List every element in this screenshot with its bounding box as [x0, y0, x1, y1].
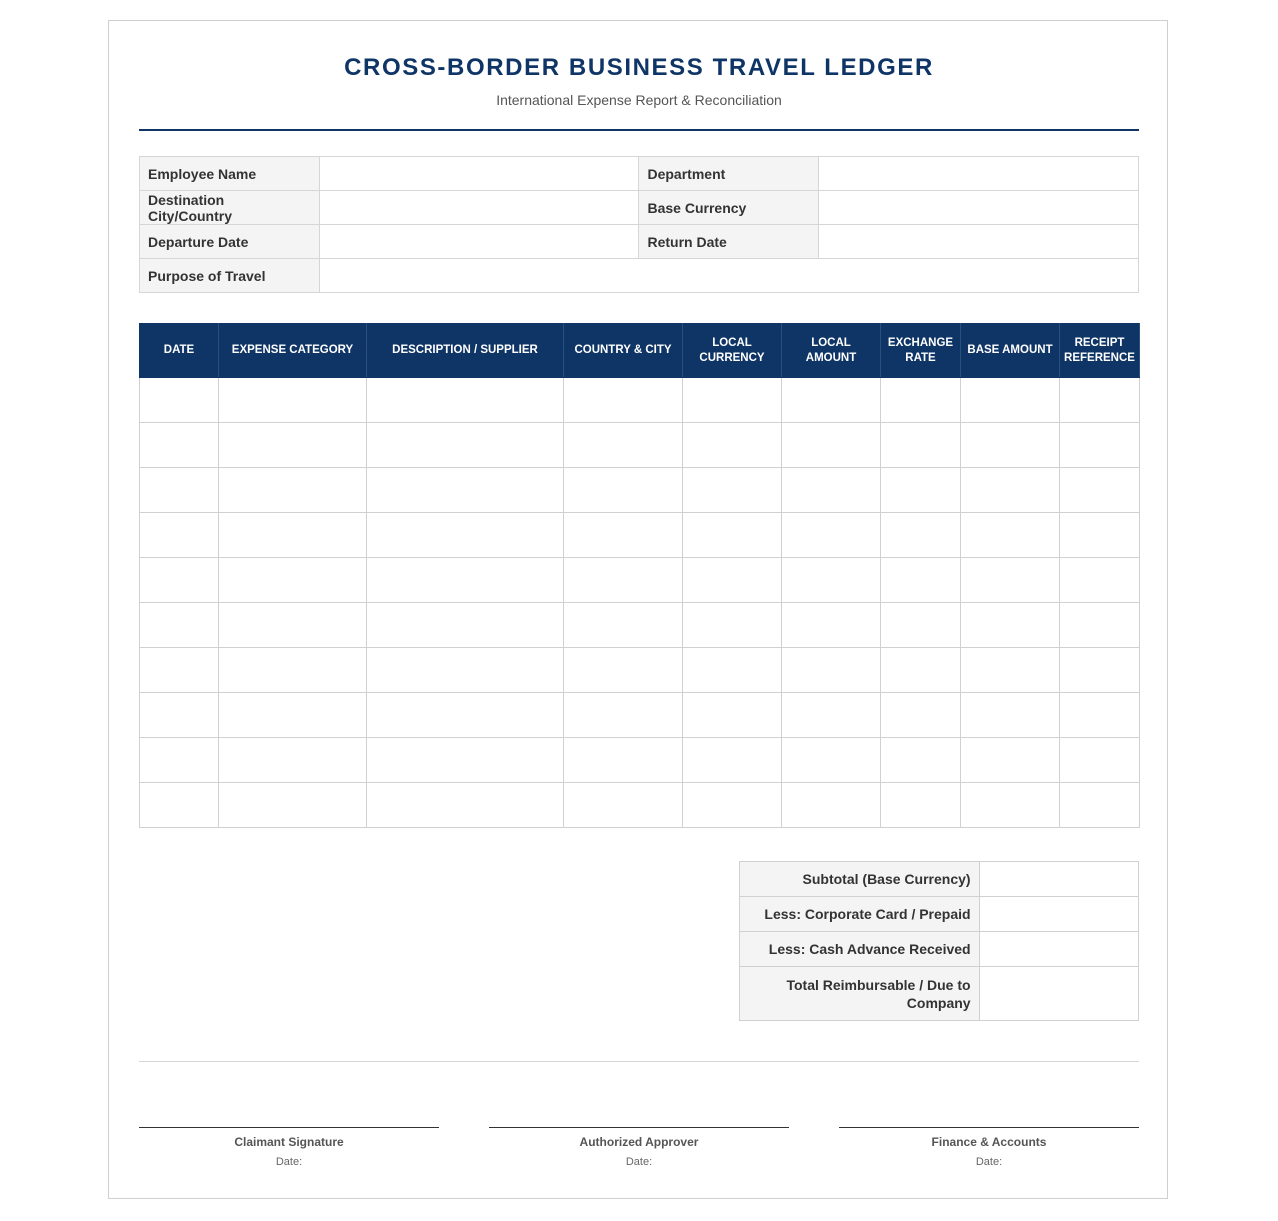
date-cell[interactable]: [140, 783, 219, 828]
purpose-label: Purpose of Travel: [140, 259, 320, 293]
receipt-reference-cell[interactable]: [1060, 378, 1140, 423]
receipt-reference-cell[interactable]: [1060, 513, 1140, 558]
subtotal-field[interactable]: [979, 862, 1138, 897]
ledger-header-row: [140, 324, 1140, 378]
date-cell[interactable]: [140, 468, 219, 513]
base-currency-field[interactable]: [819, 191, 1139, 225]
ledger-row: [140, 468, 1140, 513]
description-cell[interactable]: [367, 648, 564, 693]
local-currency-cell[interactable]: [683, 468, 782, 513]
employee-name-label: Employee Name: [140, 157, 320, 191]
approver-signature-label: Authorized Approver: [579, 1135, 699, 1149]
ledger-row: [140, 423, 1140, 468]
info-row: [140, 191, 1139, 225]
date-cell[interactable]: [140, 423, 219, 468]
receipt-reference-cell[interactable]: [1060, 648, 1140, 693]
approver-signature-block: [489, 1127, 789, 1168]
base-amount-cell[interactable]: [961, 783, 1060, 828]
departure-date-label: Departure Date: [140, 225, 320, 259]
date-cell[interactable]: [140, 378, 219, 423]
description-cell[interactable]: [367, 693, 564, 738]
country-city-cell[interactable]: [564, 783, 683, 828]
column-header-expense-category: EXPENSE CATEGORY: [219, 324, 367, 378]
base-amount-cell[interactable]: [961, 603, 1060, 648]
local-amount-cell[interactable]: [782, 783, 881, 828]
local-amount-cell[interactable]: [782, 558, 881, 603]
ledger-row: [140, 783, 1140, 828]
description-cell[interactable]: [367, 738, 564, 783]
finance-date-label: Date:: [975, 1156, 1003, 1168]
exchange-rate-cell[interactable]: [881, 513, 961, 558]
country-city-cell[interactable]: [564, 603, 683, 648]
local-currency-cell[interactable]: [683, 783, 782, 828]
date-cell[interactable]: [140, 693, 219, 738]
department-field[interactable]: [819, 157, 1139, 191]
expense-category-cell[interactable]: [219, 738, 367, 783]
ledger-row: [140, 378, 1140, 423]
exchange-rate-cell[interactable]: [881, 693, 961, 738]
ledger-row: [140, 648, 1140, 693]
description-cell[interactable]: [367, 558, 564, 603]
base-amount-cell[interactable]: [961, 648, 1060, 693]
page-subtitle: International Expense Report & Reconciliation: [496, 92, 782, 108]
approver-date-label: Date:: [625, 1156, 653, 1168]
local-currency-cell[interactable]: [683, 738, 782, 783]
signature-divider: [139, 1061, 1139, 1062]
info-row: [140, 157, 1139, 191]
totals-row: [740, 932, 1139, 967]
local-currency-cell[interactable]: [683, 603, 782, 648]
description-cell[interactable]: [367, 513, 564, 558]
ledger-row: [140, 603, 1140, 648]
total-reimbursable-field[interactable]: [979, 967, 1138, 1021]
local-amount-cell[interactable]: [782, 603, 881, 648]
base-amount-cell[interactable]: [961, 378, 1060, 423]
local-currency-cell[interactable]: [683, 693, 782, 738]
expense-category-cell[interactable]: [219, 693, 367, 738]
column-header-local-currency: LOCAL CURRENCY: [683, 324, 782, 378]
receipt-reference-cell[interactable]: [1060, 558, 1140, 603]
local-amount-cell[interactable]: [782, 423, 881, 468]
country-city-cell[interactable]: [564, 558, 683, 603]
local-currency-cell[interactable]: [683, 648, 782, 693]
expense-category-cell[interactable]: [219, 603, 367, 648]
claimant-signature-block: [139, 1127, 439, 1168]
country-city-cell[interactable]: [564, 693, 683, 738]
less-corporate-label: Less: Corporate Card / Prepaid: [740, 897, 980, 932]
return-date-field[interactable]: [819, 225, 1139, 259]
date-cell[interactable]: [140, 648, 219, 693]
receipt-reference-cell[interactable]: [1060, 423, 1140, 468]
purpose-field[interactable]: [319, 259, 1138, 293]
column-header-exchange-rate: EXCHANGE RATE: [881, 324, 961, 378]
expense-category-cell[interactable]: [219, 558, 367, 603]
trip-info-table: [139, 156, 1139, 293]
country-city-cell[interactable]: [564, 468, 683, 513]
expense-category-cell[interactable]: [219, 648, 367, 693]
column-header-base-amount: BASE AMOUNT: [961, 324, 1060, 378]
claimant-signature-line[interactable]: [139, 1127, 439, 1128]
description-cell[interactable]: [367, 378, 564, 423]
department-label: Department: [639, 157, 819, 191]
exchange-rate-cell[interactable]: [881, 423, 961, 468]
country-city-cell[interactable]: [564, 423, 683, 468]
country-city-cell[interactable]: [564, 648, 683, 693]
claimant-date-label: Date:: [275, 1156, 303, 1168]
expense-category-cell[interactable]: [219, 468, 367, 513]
ledger-page: [108, 20, 1168, 1199]
expense-category-cell[interactable]: [219, 378, 367, 423]
local-amount-cell[interactable]: [782, 693, 881, 738]
finance-signature-block: [839, 1127, 1139, 1168]
column-header-date: DATE: [140, 324, 219, 378]
ledger-body: [140, 378, 1140, 828]
base-amount-cell[interactable]: [961, 558, 1060, 603]
date-cell[interactable]: [140, 558, 219, 603]
local-currency-cell[interactable]: [683, 423, 782, 468]
description-cell[interactable]: [367, 783, 564, 828]
exchange-rate-cell[interactable]: [881, 603, 961, 648]
local-amount-cell[interactable]: [782, 468, 881, 513]
column-header-local-amount: LOCAL AMOUNT: [782, 324, 881, 378]
date-cell[interactable]: [140, 513, 219, 558]
finance-signature-line[interactable]: [839, 1127, 1139, 1128]
receipt-reference-cell[interactable]: [1060, 738, 1140, 783]
info-row: [140, 259, 1139, 293]
column-header-receipt-reference: RECEIPT REFERENCE: [1060, 324, 1140, 378]
totals-table: [739, 861, 1139, 1021]
exchange-rate-cell[interactable]: [881, 648, 961, 693]
subtotal-label: Subtotal (Base Currency): [740, 862, 980, 897]
totals-row: [740, 897, 1139, 932]
total-reimbursable-label: Total Reimbursable / Due to Company: [740, 967, 980, 1021]
local-currency-cell[interactable]: [683, 513, 782, 558]
column-header-country-city: COUNTRY & CITY: [564, 324, 683, 378]
base-amount-cell[interactable]: [961, 693, 1060, 738]
less-advance-field[interactable]: [979, 932, 1138, 967]
expense-category-cell[interactable]: [219, 423, 367, 468]
info-row: [140, 225, 1139, 259]
less-advance-label: Less: Cash Advance Received: [740, 932, 980, 967]
date-cell[interactable]: [140, 603, 219, 648]
expense-category-cell[interactable]: [219, 513, 367, 558]
base-amount-cell[interactable]: [961, 468, 1060, 513]
local-currency-cell[interactable]: [683, 558, 782, 603]
description-cell[interactable]: [367, 603, 564, 648]
totals-row: [740, 967, 1139, 1021]
date-cell[interactable]: [140, 738, 219, 783]
departure-date-field[interactable]: [319, 225, 639, 259]
base-currency-label: Base Currency: [639, 191, 819, 225]
finance-signature-label: Finance & Accounts: [931, 1135, 1047, 1149]
destination-field[interactable]: [319, 191, 639, 225]
description-cell[interactable]: [367, 468, 564, 513]
exchange-rate-cell[interactable]: [881, 558, 961, 603]
receipt-reference-cell[interactable]: [1060, 603, 1140, 648]
receipt-reference-cell[interactable]: [1060, 468, 1140, 513]
exchange-rate-cell[interactable]: [881, 738, 961, 783]
base-amount-cell[interactable]: [961, 513, 1060, 558]
exchange-rate-cell[interactable]: [881, 783, 961, 828]
local-amount-cell[interactable]: [782, 513, 881, 558]
base-amount-cell[interactable]: [961, 738, 1060, 783]
employee-name-field[interactable]: [319, 157, 639, 191]
exchange-rate-cell[interactable]: [881, 468, 961, 513]
claimant-signature-label: Claimant Signature: [234, 1135, 344, 1149]
totals-row: [740, 862, 1139, 897]
ledger-row: [140, 558, 1140, 603]
approver-signature-line[interactable]: [489, 1127, 789, 1128]
title-divider: [139, 129, 1139, 131]
local-currency-cell[interactable]: [683, 378, 782, 423]
local-amount-cell[interactable]: [782, 378, 881, 423]
ledger-row: [140, 693, 1140, 738]
destination-label: Destination City/Country: [140, 191, 320, 225]
page-title: CROSS-BORDER BUSINESS TRAVEL LEDGER: [344, 54, 934, 81]
country-city-cell[interactable]: [564, 513, 683, 558]
less-corporate-field[interactable]: [979, 897, 1138, 932]
receipt-reference-cell[interactable]: [1060, 693, 1140, 738]
return-date-label: Return Date: [639, 225, 819, 259]
description-cell[interactable]: [367, 423, 564, 468]
column-header-description: DESCRIPTION / SUPPLIER: [367, 324, 564, 378]
base-amount-cell[interactable]: [961, 423, 1060, 468]
country-city-cell[interactable]: [564, 738, 683, 783]
expense-ledger-table: [139, 323, 1140, 828]
expense-category-cell[interactable]: [219, 783, 367, 828]
ledger-row: [140, 513, 1140, 558]
receipt-reference-cell[interactable]: [1060, 783, 1140, 828]
ledger-row: [140, 738, 1140, 783]
local-amount-cell[interactable]: [782, 648, 881, 693]
exchange-rate-cell[interactable]: [881, 378, 961, 423]
local-amount-cell[interactable]: [782, 738, 881, 783]
country-city-cell[interactable]: [564, 378, 683, 423]
